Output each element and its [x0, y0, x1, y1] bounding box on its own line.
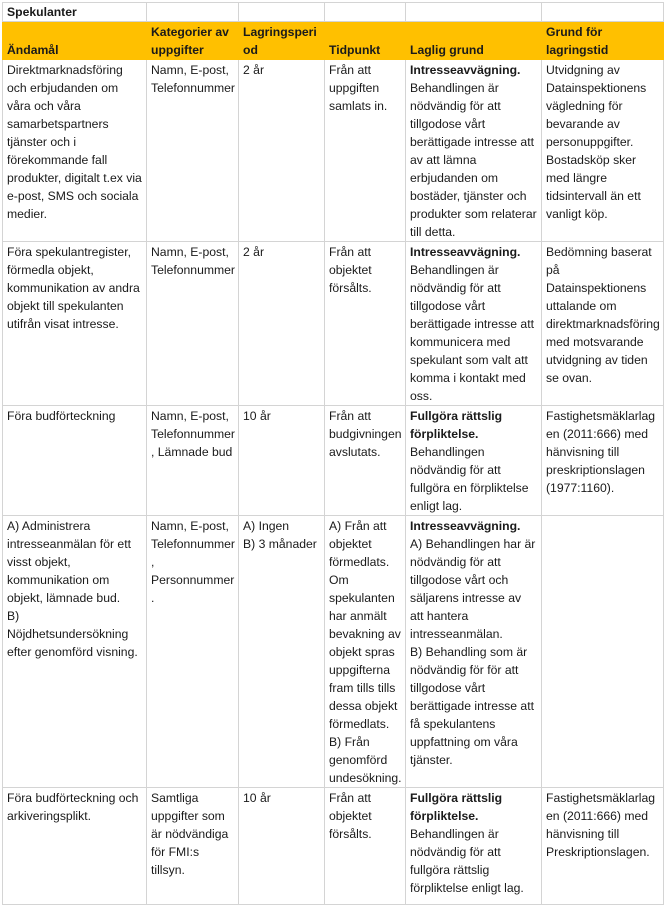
- cell-grund-lagringstid[interactable]: Bedömning baserat på Datainspektionens uttalande om direktmarknadsföring med motsvarande utvidgning av tiden se ovan.: [542, 242, 664, 406]
- cell-lagringsperiod[interactable]: 10 år: [239, 788, 325, 905]
- cell-andamal[interactable]: A) Administrera intresseanmälan för ett visst objekt, kommunikation om objekt, lämnade bud. B) Nöjdhetsundersökning efter genomförd visning.: [3, 516, 147, 788]
- laglig-grund-title: Intresseavvägning.: [410, 245, 521, 259]
- table-row: [3, 242, 664, 406]
- empty-cell[interactable]: [239, 3, 325, 22]
- laglig-grund-title: Intresseavvägning.: [410, 519, 521, 533]
- laglig-grund-text: Behandlingen är nödvändig för att fullgöra rättslig förpliktelse enligt lag.: [410, 827, 524, 895]
- cell-lagringsperiod[interactable]: 2 år: [239, 60, 325, 242]
- cell-lagringsperiod[interactable]: A) Ingen B) 3 månader: [239, 516, 325, 788]
- laglig-grund-title: Fullgöra rättslig förpliktelse.: [410, 409, 506, 441]
- empty-cell[interactable]: [325, 3, 406, 22]
- cell-tidpunkt[interactable]: Från att objektet försålts.: [325, 242, 406, 406]
- title-row: [3, 3, 664, 22]
- laglig-grund-text: A) Behandlingen har är nödvändig för att tillgodose vårt och säljarens intresse av att hantera intresseanmälan. B) Behandling som är nödvändig för för att tillgodose vårt berättigade intresse att få spekulantens uppfattning om våra tjänster.: [410, 537, 536, 767]
- cell-kategorier[interactable]: Namn, E-post, Telefonnummer, Lämnade bud: [147, 406, 239, 516]
- cell-grund-lagringstid[interactable]: Fastighetsmäklarlagen (2011:666) med hänvisning till Preskriptionslagen.: [542, 788, 664, 905]
- cell-laglig-grund[interactable]: [406, 788, 542, 905]
- cell-kategorier[interactable]: Samtliga uppgifter som är nödvändiga för FMI:s tillsyn.: [147, 788, 239, 905]
- table-row: [3, 516, 664, 788]
- cell-tidpunkt[interactable]: Från att budgivningen avslutats.: [325, 406, 406, 516]
- cell-andamal[interactable]: Direktmarknadsföring och erbjudanden om våra och våra samarbetspartners tjänster och i förekommande fall produkter, digitalt t.ex via e-post, SMS och sociala medier.: [3, 60, 147, 242]
- cell-kategorier[interactable]: Namn, E-post, Telefonnummer: [147, 60, 239, 242]
- cell-andamal[interactable]: Föra spekulantregister, förmedla objekt, kommunikation av andra objekt till spekulanten utifrån visat intresse.: [3, 242, 147, 406]
- cell-laglig-grund[interactable]: [406, 242, 542, 406]
- header-laglig-grund[interactable]: Laglig grund: [406, 22, 542, 60]
- cell-lagringsperiod[interactable]: 10 år: [239, 406, 325, 516]
- cell-kategorier[interactable]: Namn, E-post, Telefonnummer: [147, 242, 239, 406]
- header-tidpunkt[interactable]: Tidpunkt: [325, 22, 406, 60]
- empty-cell[interactable]: [406, 3, 542, 22]
- table-row: [3, 60, 664, 242]
- cell-tidpunkt[interactable]: A) Från att objektet förmedlats. Om spekulanten har anmält bevakning av objekt spras uppgifterna fram tills tills dessa objekt förmedlats. B) Från genomförd undesökning.: [325, 516, 406, 788]
- header-grund-lagringstid[interactable]: Grund för lagringstid: [542, 22, 664, 60]
- cell-tidpunkt[interactable]: Från att uppgiften samlats in.: [325, 60, 406, 242]
- cell-laglig-grund[interactable]: [406, 60, 542, 242]
- header-kategorier[interactable]: Kategorier av uppgifter: [147, 22, 239, 60]
- laglig-grund-text: Behandlingen nödvändig för att fullgöra en förpliktelse enligt lag.: [410, 445, 532, 513]
- header-andamal[interactable]: Ändamål: [3, 22, 147, 60]
- cell-lagringsperiod[interactable]: 2 år: [239, 242, 325, 406]
- cell-laglig-grund[interactable]: [406, 516, 542, 788]
- cell-kategorier[interactable]: Namn, E-post, Telefonnummer, Personnummer.: [147, 516, 239, 788]
- cell-andamal[interactable]: Föra budförteckning och arkiveringsplikt.: [3, 788, 147, 905]
- cell-grund-lagringstid[interactable]: [542, 516, 664, 788]
- laglig-grund-title: Fullgöra rättslig förpliktelse.: [410, 791, 506, 823]
- cell-grund-lagringstid[interactable]: Utvidgning av Datainspektionens vägledning för bevarande av personuppgifter. Bostadsköp sker med längre tidsintervall än ett vanligt köp.: [542, 60, 664, 242]
- table-row: [3, 406, 664, 516]
- cell-grund-lagringstid[interactable]: Fastighetsmäklarlagen (2011:666) med hänvisning till preskriptionslagen (1977:1160).: [542, 406, 664, 516]
- laglig-grund-title: Intresseavvägning.: [410, 63, 521, 77]
- empty-cell[interactable]: [542, 3, 664, 22]
- empty-cell[interactable]: [147, 3, 239, 22]
- cell-tidpunkt[interactable]: Från att objektet försålts.: [325, 788, 406, 905]
- laglig-grund-text: Behandlingen är nödvändig för att tillgodose vårt berättigade intresse att kommunicera med spekulant som valt att komma i kontakt med oss.: [410, 263, 538, 403]
- laglig-grund-text: Behandlingen är nödvändig för att tillgodose vårt berättigade intresse att av att lämna erbjudanden om bostäder, tjänster och produkter som relaterar till detta.: [410, 81, 541, 239]
- retention-table: [2, 2, 664, 905]
- header-lagringsperiod[interactable]: Lagringsperiod: [239, 22, 325, 60]
- cell-laglig-grund[interactable]: [406, 406, 542, 516]
- cell-andamal[interactable]: Föra budförteckning: [3, 406, 147, 516]
- header-row: [3, 22, 664, 60]
- sheet-title[interactable]: Spekulanter: [3, 3, 147, 22]
- table-row: [3, 788, 664, 905]
